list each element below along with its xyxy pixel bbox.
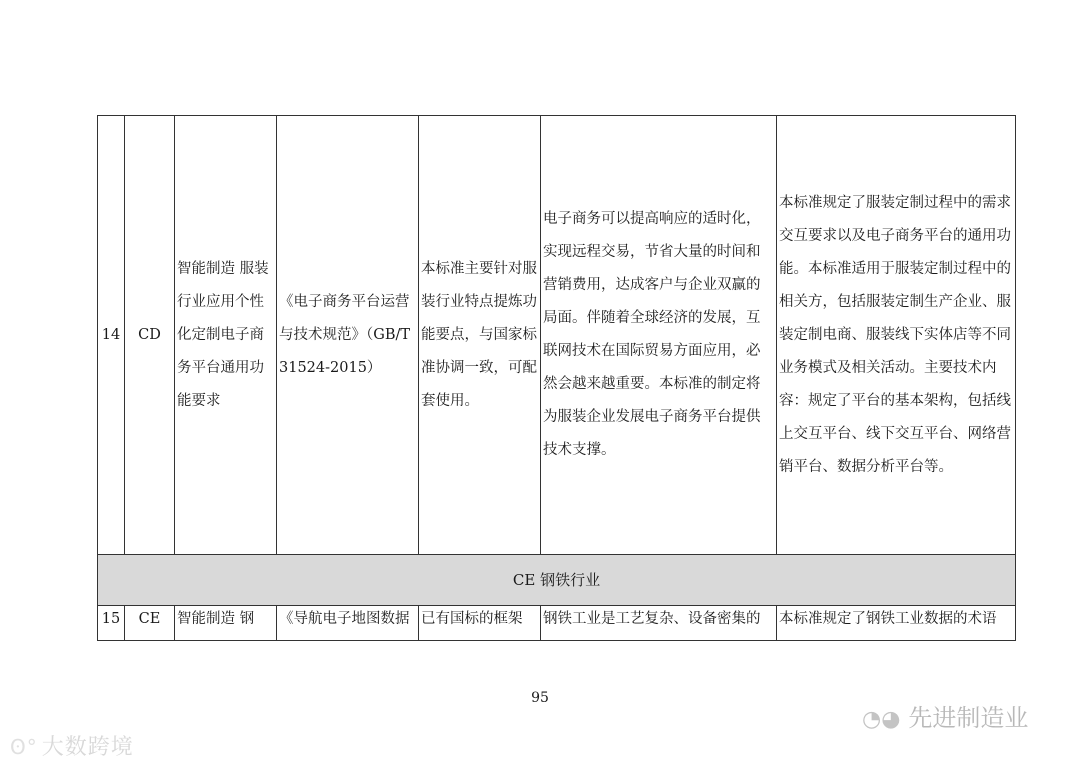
reference-standard: 《电子商务平台运营与技术规范》（GB/T 31524-2015）	[277, 116, 419, 555]
section-title: CE 钢铁行业	[98, 555, 1016, 606]
watermark-text-right: 先进制造业	[908, 704, 1029, 732]
wechat-logo-icon: ◔◕	[862, 707, 901, 732]
standards-table	[97, 115, 1016, 641]
page-number: 95	[531, 690, 549, 706]
watermark-text-left: 大数跨境	[41, 735, 134, 760]
row-number: 15	[98, 606, 125, 641]
relation-note: 本标准主要针对服装行业特点提炼功能要点，与国家标准协调一致，可配套使用。	[419, 116, 541, 555]
weibo-logo-icon: ʘ°	[10, 735, 38, 759]
relation-note: 已有国标的框架	[419, 606, 541, 641]
weibo-watermark	[10, 730, 134, 761]
wechat-watermark	[862, 698, 1028, 733]
category-code: CE	[125, 606, 175, 641]
reference-standard: 《导航电子地图数据	[277, 606, 419, 641]
standard-name: 智能制造 钢	[175, 606, 277, 641]
necessity-text: 钢铁工业是工艺复杂、设备密集的	[541, 606, 777, 641]
scope-text: 本标准规定了服装定制过程中的需求交互要求以及电子商务平台的通用功能。本标准适用于服装定制过程中的相关方，包括服装定制生产企业、服装定制电商、服装线下实体店等不同业务模式及相关活动。主要技术内容：规定了平台的基本架构，包括线上交互平台、线下交互平台、网络营销平台、数据分析平台等。	[777, 116, 1016, 555]
necessity-text: 电子商务可以提高响应的适时化，实现远程交易，节省大量的时间和营销费用，达成客户与企业双赢的局面。伴随着全球经济的发展，互联网技术在国际贸易方面应用，必然会越来越重要。本标准的制定将为服装企业发展电子商务平台提供技术支撑。	[541, 116, 777, 555]
category-code: CD	[125, 116, 175, 555]
section-row	[98, 555, 1016, 606]
table-row	[98, 116, 1016, 555]
standard-name: 智能制造 服装行业应用个性化定制电子商务平台通用功能要求	[175, 116, 277, 555]
table-row	[98, 606, 1016, 641]
row-number: 14	[98, 116, 125, 555]
scope-text: 本标准规定了钢铁工业数据的术语	[777, 606, 1016, 641]
